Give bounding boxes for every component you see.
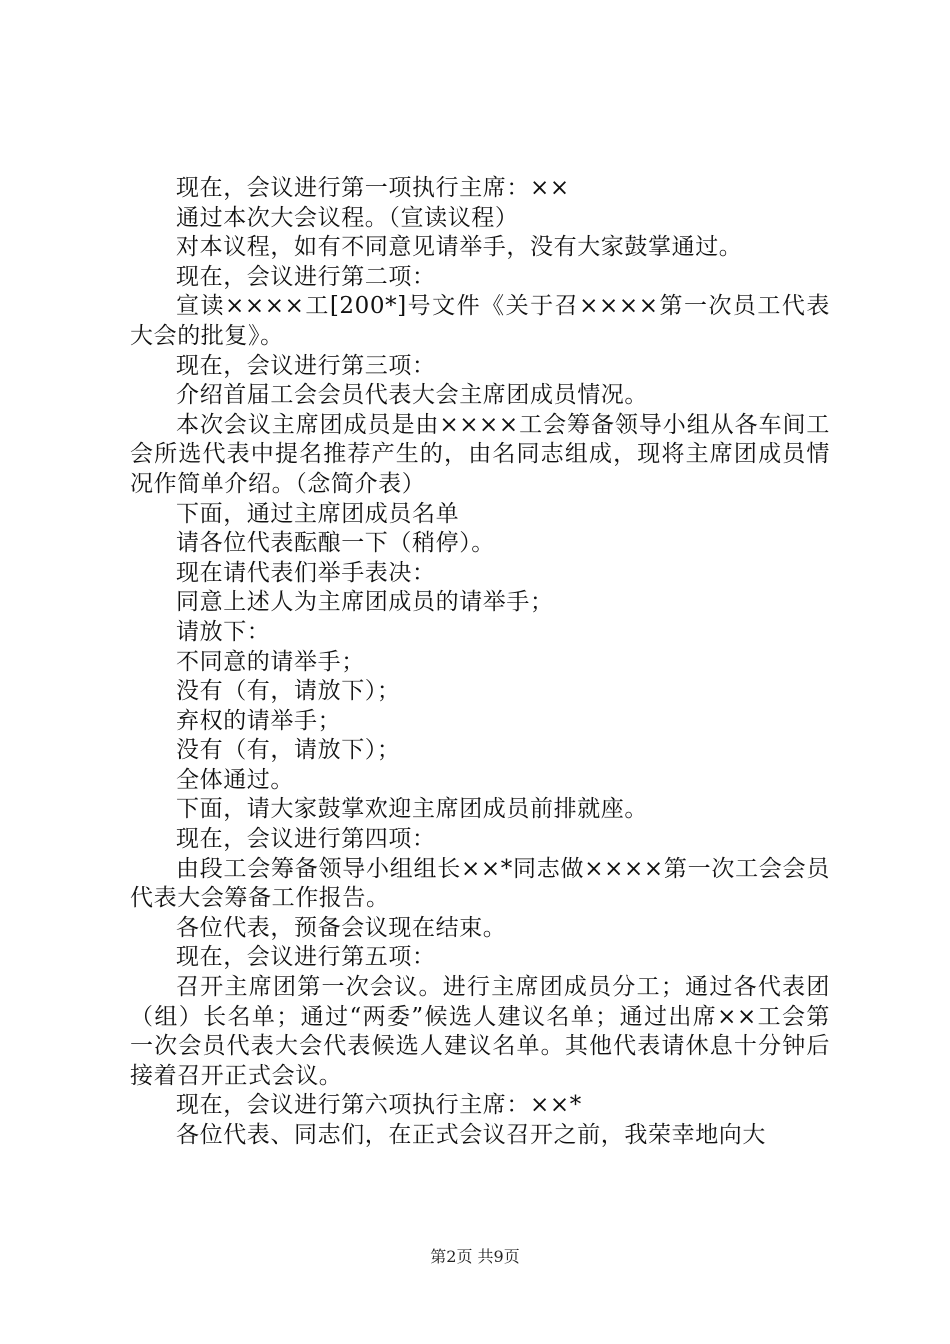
paragraph: 下面，请大家鼓掌欢迎主席团成员前排就座。 (176, 796, 648, 823)
paragraph: 现在，会议进行第五项： (176, 944, 436, 971)
paragraph: 请各位代表酝酿一下（稍停）。 (176, 530, 495, 557)
paragraph: 现在，会议进行第一项执行主席：×× (176, 175, 570, 201)
paragraph: 同意上述人为主席团成员的请举手； (176, 589, 554, 616)
paragraph: 请放下： (176, 618, 271, 645)
document-body (130, 174, 830, 1151)
paragraph: 现在，会议进行第六项执行主席：××* (176, 1092, 582, 1119)
paragraph: 各位代表，预备会议现在结束。 (176, 914, 507, 941)
paragraph: 各位代表、同志们，在正式会议召开之前，我荣幸地向大 (176, 1122, 766, 1148)
paragraph: 召开主席团第一次会议。进行主席团成员分工；通过各代表团（组）长名单；通过“两委”候选人建议名单；通过出席××工会第一次会员代表大会代表候选人建议名单。其他代表请休息十分钟后接着召开正式会议。 (130, 974, 830, 1089)
paragraph: 弃权的请举手； (176, 707, 342, 734)
paragraph: 没有（有，请放下）； (176, 737, 401, 764)
page-number-footer: 第2页 共9页 (430, 1247, 520, 1266)
paragraph: 现在，会议进行第四项： (176, 826, 436, 853)
paragraph: 没有（有，请放下）； (176, 678, 401, 705)
paragraph: 本次会议主席团成员是由××××工会筹备领导小组从各车间工会所选代表中提名推荐产生的，由名同志组成，现将主席团成员情况作简单介绍。（念简介表） (130, 411, 830, 497)
paragraph: 宣读××××工[200*]号文件《关于召××××第一次员工代表大会的批复》。 (130, 293, 830, 349)
paragraph: 现在，会议进行第三项： (176, 352, 436, 379)
paragraph: 全体通过。 (176, 766, 294, 793)
paragraph: 不同意的请举手； (176, 648, 365, 675)
paragraph: 介绍首届工会会员代表大会主席团成员情况。 (176, 382, 648, 409)
paragraph: 通过本次大会议程。（宣读议程） (176, 204, 519, 231)
paragraph: 对本议程，如有不同意见请举手，没有大家鼓掌通过。 (176, 234, 743, 261)
paragraph: 现在请代表们举手表决： (176, 559, 436, 586)
paragraph: 由段工会筹备领导小组组长××*同志做××××第一次工会会员代表大会筹备工作报告。 (130, 855, 830, 912)
paragraph: 下面，通过主席团成员名单 (176, 500, 460, 527)
paragraph: 现在，会议进行第二项： (176, 263, 436, 290)
